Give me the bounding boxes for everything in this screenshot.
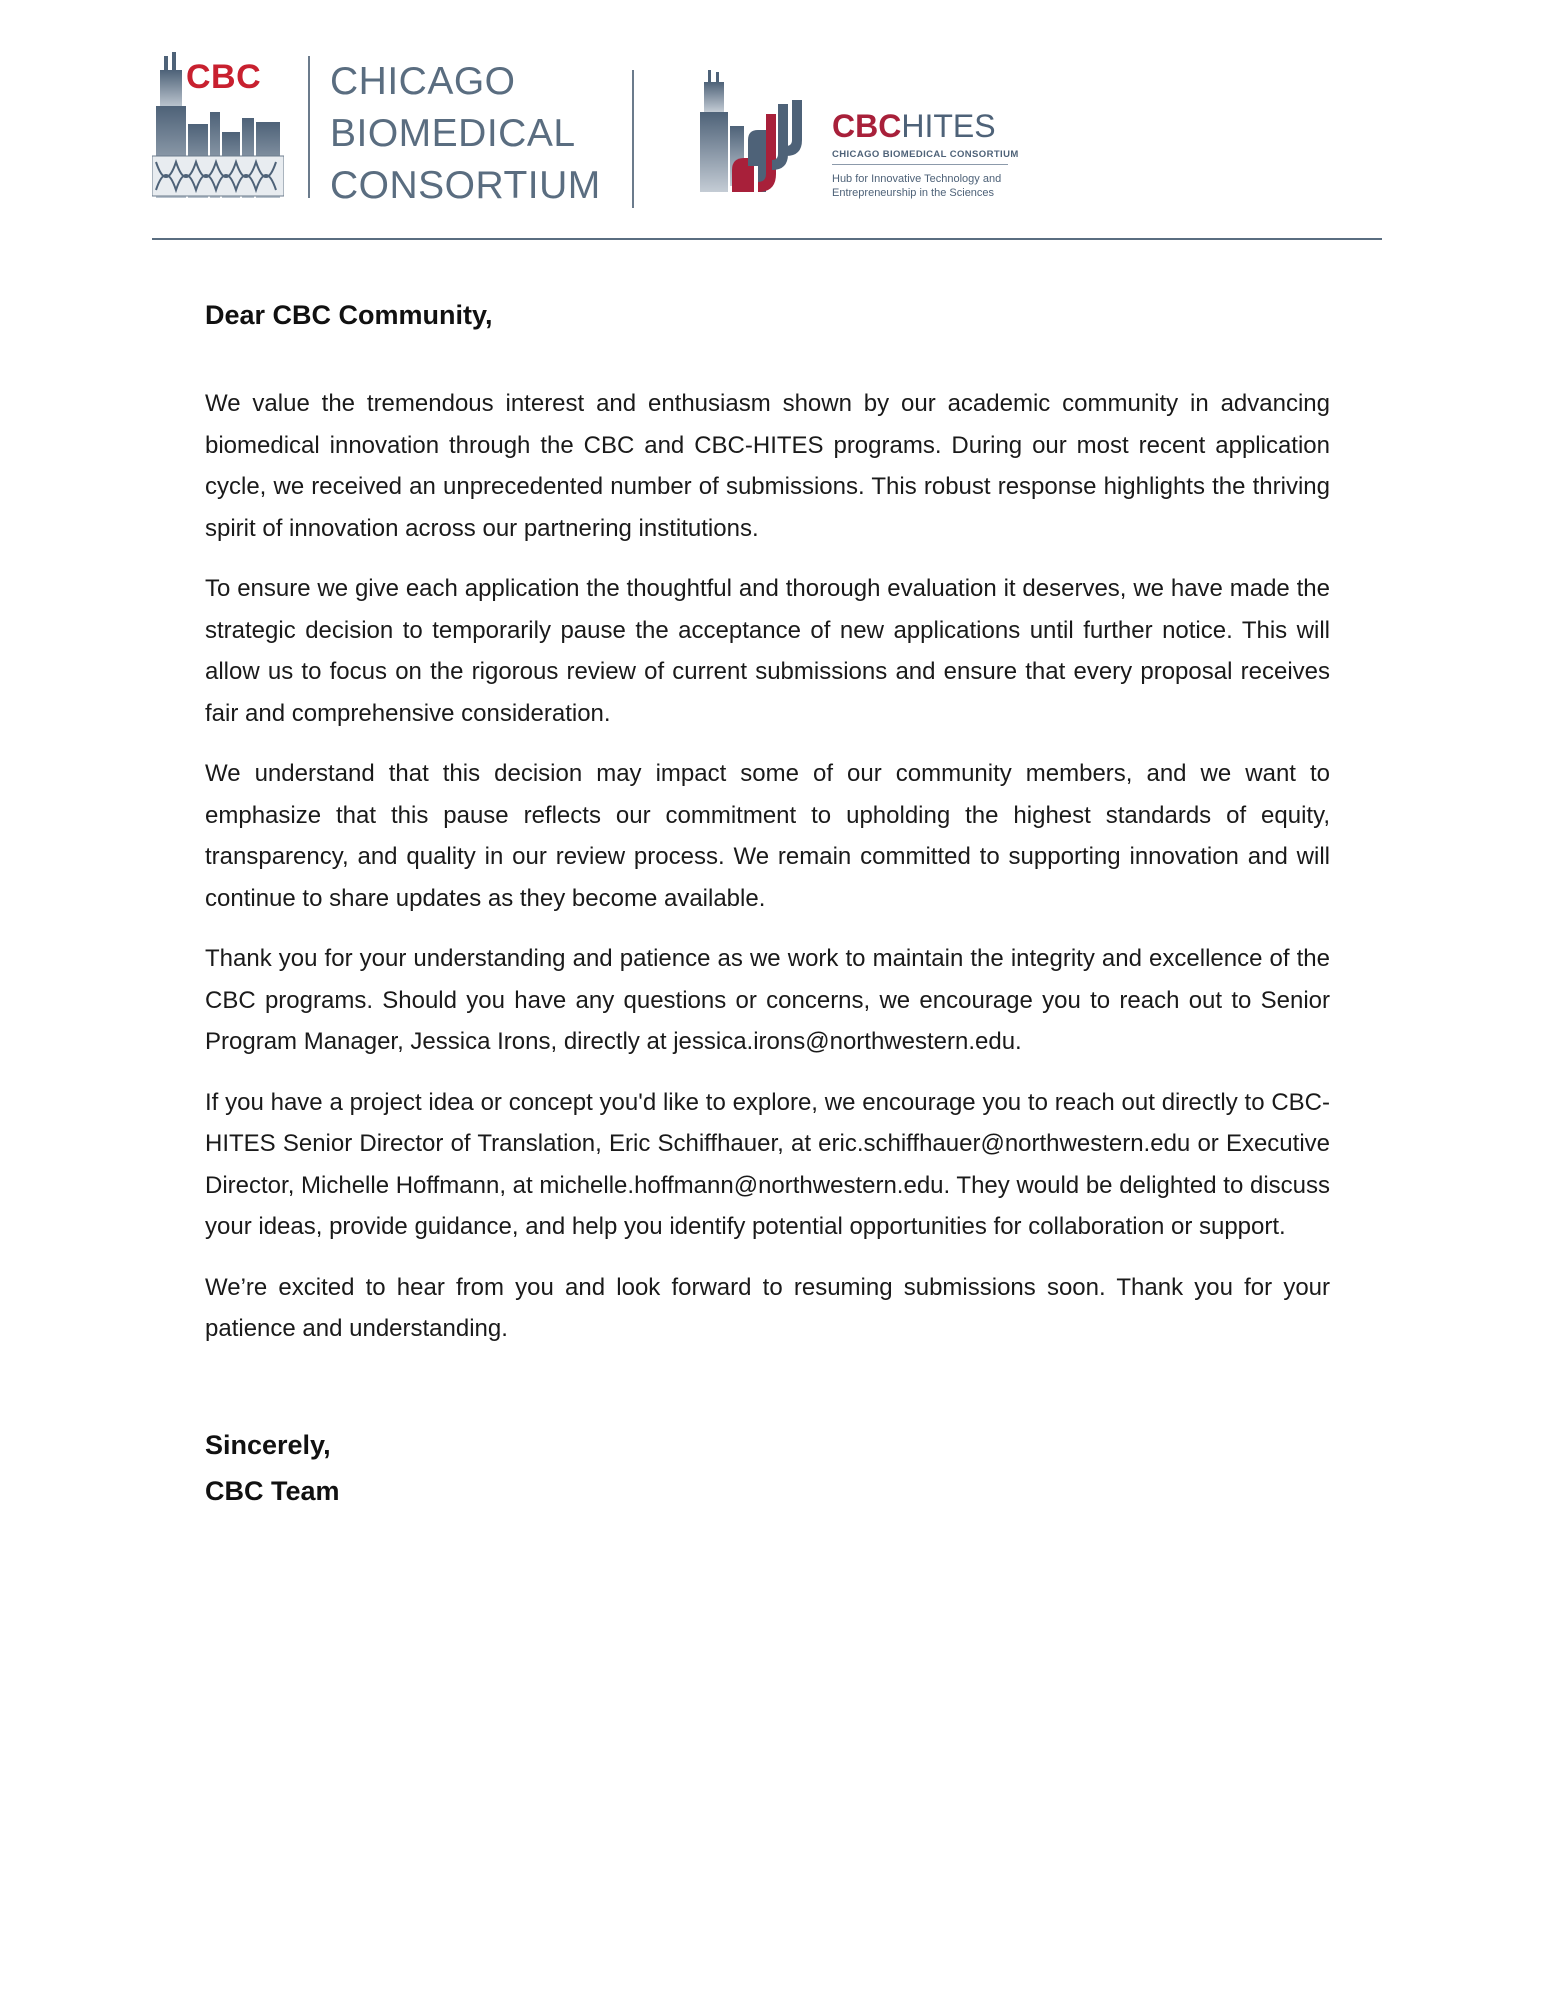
letter-paragraph: We understand that this decision may impact some of our community members, and we want to emphasize that this pause reflects our commitment to upholding the highest standards of equity, transparency, and quality in our review process. We remain committed to supporting innovation and will continue to share updates as they become available.: [205, 760, 1330, 912]
hites-tagline-line: Entrepreneurship in the Sciences: [832, 187, 995, 199]
cbc-abbrev: CBC: [186, 58, 262, 96]
signoff: [205, 1422, 1330, 1514]
signature: CBC Team: [205, 1475, 340, 1506]
letter-paragraph: We’re excited to hear from you and look forward to resuming submissions soon. Thank you for your patience and understanding.: [205, 1273, 1330, 1342]
cbc-name-line: CHICAGO: [330, 60, 516, 103]
hites-title: [832, 108, 996, 145]
cbc-name-line: BIOMEDICAL: [330, 112, 576, 155]
salutation: Dear CBC Community,: [205, 300, 493, 330]
letter-paragraph: We value the tremendous interest and enthusiasm shown by our academic community in advancing biomedical innovation through the CBC and CBC-HITES programs. During our most recent application cycle, we received an unprecedented number of submissions. This robust response highlights the thriving spirit of innovation across our partnering institutions.: [205, 390, 1330, 542]
letterhead: [152, 52, 1382, 212]
cbc-name-line: CONSORTIUM: [330, 164, 601, 207]
cbc-hites-logo: [692, 70, 822, 202]
hites-subtitle: CHICAGO BIOMEDICAL CONSORTIUM: [832, 149, 1019, 160]
logo-divider: [308, 56, 310, 198]
hites-skyline-icon: [692, 70, 822, 202]
cbc-skyline-logo: [152, 52, 284, 202]
letter-body: [205, 300, 1330, 1514]
letter-paragraph: If you have a project idea or concept you'd like to explore, we encourage you to reach out directly to CBC-HITES Senior Director of Translation, Eric Schiffhauer, at eric.schiffhauer@northwestern.edu or Executive Director, Michelle Hoffmann, at michelle.hoffmann@northwestern.edu. They would be delighted to discuss your ideas, provide guidance, and help you identify potential opportunities for collaboration or support.: [205, 1088, 1330, 1240]
letter-paragraph: To ensure we give each application the thoughtful and thorough evaluation it deserves, we have made the strategic decision to temporarily pause the acceptance of new applications until further notice. This will allow us to focus on the rigorous review of current submissions and ensure that every proposal receives fair and comprehensive consideration.: [205, 575, 1330, 727]
hites-tagline-line: Hub for Innovative Technology and: [832, 173, 1002, 185]
letter-paragraph: Thank you for your understanding and patience as we work to maintain the integrity and excellence of the CBC programs. Should you have any questions or concerns, we encourage you to reach out to Senior Program Manager, Jessica Irons, directly at jessica.irons@northwestern.edu.: [205, 945, 1330, 1055]
cbc-name: [330, 56, 601, 212]
hites-title-hites: HITES: [901, 108, 996, 144]
header-rule: [152, 238, 1382, 240]
logo-divider: [632, 70, 634, 208]
hites-title-cbc: CBC: [832, 108, 902, 144]
hites-rule: [832, 164, 1008, 165]
closing: Sincerely,: [205, 1429, 331, 1460]
hites-tagline: [832, 172, 1001, 200]
